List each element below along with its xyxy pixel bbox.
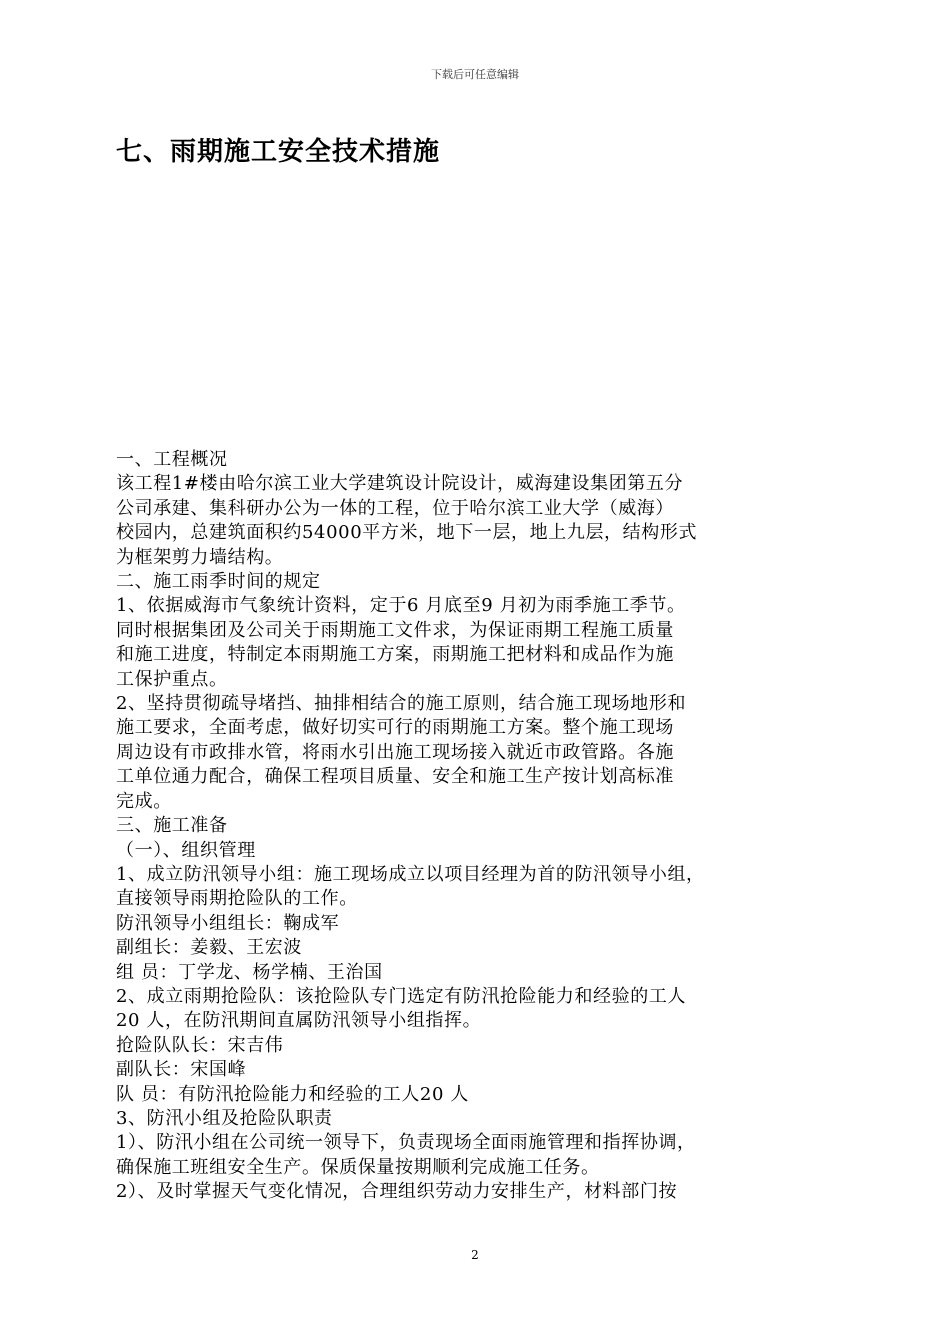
text-line: 副组长：姜毅、王宏波 [116, 937, 302, 959]
page-title: 七、雨期施工安全技术措施 [116, 137, 441, 167]
text-line: 1）、防汛小组在公司统一领导下，负责现场全面雨施管理和指挥协调， [116, 1132, 696, 1154]
text-line: 施工要求，全面考虑，做好切实可行的雨期施工方案。整个施工现场 [116, 717, 674, 739]
text-line: 工单位通力配合，确保工程项目质量、安全和施工生产按计划高标准 [116, 766, 674, 788]
text-line: 20 人，在防汛期间直属防汛领导小组指挥。 [116, 1010, 482, 1032]
text-line: 队 员：有防汛抢险能力和经验的工人20 人 [116, 1083, 469, 1105]
text-line: 1、成立防汛领导小组：施工现场成立以项目经理为首的防汛领导小组， [116, 863, 705, 885]
text-line: 周边设有市政排水管，将雨水引出施工现场接入就近市政管路。各施 [116, 741, 674, 763]
text-line: 抢险队队长：宋吉伟 [116, 1034, 284, 1056]
text-line: 一、工程概况 [116, 449, 228, 470]
text-line: 和施工进度，特制定本雨期施工方案，雨期施工把材料和成品作为施 [116, 644, 674, 666]
text-line: （一）、组织管理 [116, 839, 256, 861]
text-line: 公司承建、集科研办公为一体的工程，位于哈尔滨工业大学（威海） [116, 497, 674, 519]
text-line: 完成。 [116, 790, 172, 812]
header-note: 下载后可任意编辑 [431, 68, 519, 81]
text-line: 三、施工准备 [116, 815, 228, 837]
text-line: 2、成立雨期抢险队：该抢险队专门选定有防汛抢险能力和经验的工人 [116, 985, 687, 1007]
text-line: 副队长：宋国峰 [116, 1059, 247, 1081]
text-line: 2）、及时掌握天气变化情况，合理组织劳动力安排生产，材料部门按 [116, 1181, 678, 1203]
text-line: 直接领导雨期抢险队的工作。 [116, 888, 358, 910]
body-text [116, 448, 816, 1205]
text-line: 组 员：丁学龙、杨学楠、王治国 [116, 961, 383, 983]
text-line: 该工程1#楼由哈尔滨工业大学建筑设计院设计，威海建设集团第五分 [116, 473, 684, 495]
text-line: 1、依据威海市气象统计资料，定于6 月底至9 月初为雨季施工季节。 [116, 595, 686, 617]
text-line: 为框架剪力墙结构。 [116, 546, 284, 568]
text-line: 二、施工雨季时间的规定 [116, 571, 321, 593]
text-line: 工保护重点。 [116, 668, 228, 690]
page-number: 2 [471, 1248, 479, 1262]
text-line: 同时根据集团及公司关于雨期施工文件求，为保证雨期工程施工质量 [116, 619, 674, 641]
text-line: 防汛领导小组组长：鞠成军 [116, 912, 340, 934]
text-line: 2、坚持贯彻疏导堵挡、抽排相结合的施工原则，结合施工现场地形和 [116, 693, 687, 715]
text-line: 3、防汛小组及抢险队职责 [116, 1107, 333, 1129]
text-line: 确保施工班组安全生产。保质保量按期顺利完成施工任务。 [116, 1156, 600, 1178]
text-line: 校园内，总建筑面积约54000平方米，地下一层，地上九层，结构形式 [116, 522, 698, 544]
